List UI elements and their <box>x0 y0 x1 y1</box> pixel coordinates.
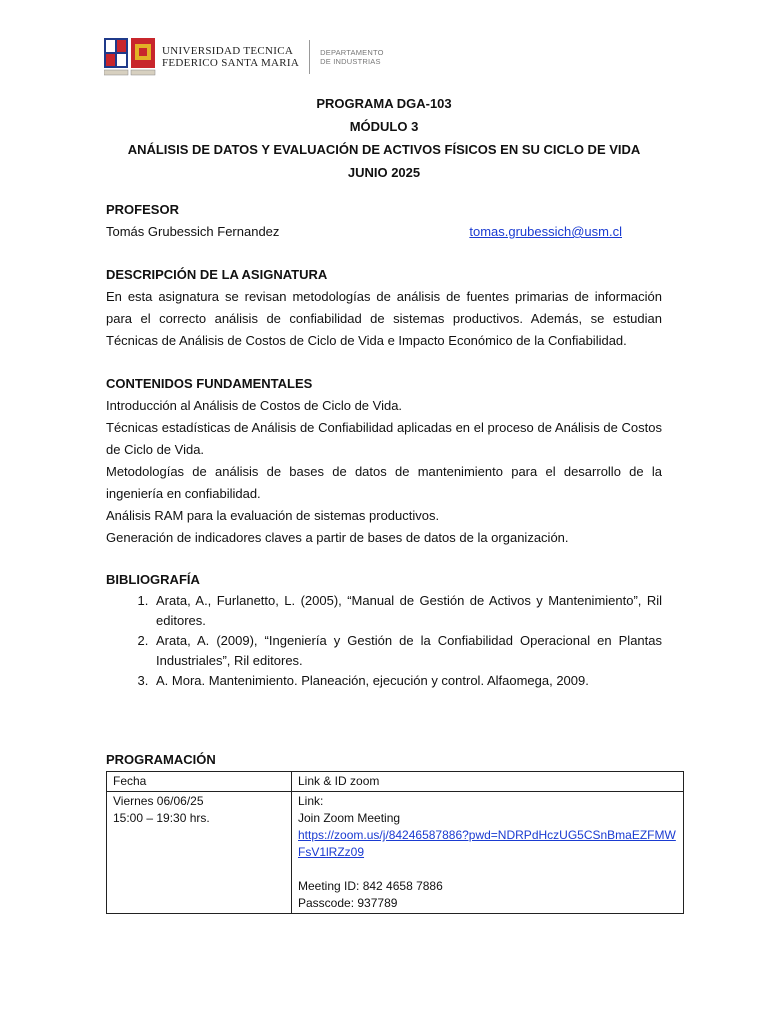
contenidos-item: Generación de indicadores claves a partir de bases de datos de la organización. <box>106 530 569 545</box>
programacion-section <box>106 749 686 914</box>
bibliografia-item: 1. Arata, A., Furlanetto, L. (2005), “Manual de Gestión de Activos y Mantenimiento”, Ril editores. <box>152 591 662 631</box>
descripcion-text: En esta asignatura se revisan metodologías de análisis de fuentes primarias de información para el correcto análisis de confiabilidad de sistemas productivos. Además, se estudian Técnicas de Análisis de Costos de Ciclo de Vida e Impacto Económico de la Confiabilidad. <box>106 289 662 348</box>
programacion-heading: PROGRAMACIÓN <box>106 752 216 767</box>
bibliografia-section <box>106 569 662 691</box>
contenidos-section <box>106 373 662 549</box>
link-cell <box>292 792 684 914</box>
join-zoom-text: Join Zoom Meeting <box>298 811 401 825</box>
fecha-cell <box>107 792 292 914</box>
logo-divider <box>309 40 310 74</box>
contenidos-item: Metodologías de análisis de bases de datos de mantenimiento para el desarrollo de la ingeniería en confiabilidad. <box>106 464 662 501</box>
university-crest-icon <box>104 38 156 76</box>
university-line-2: FEDERICO SANTA MARIA <box>162 57 300 69</box>
bibliografia-item: 3. A. Mora. Mantenimiento. Planeación, ejecución y control. Alfaomega, 2009. <box>152 671 662 691</box>
bibliografia-heading: BIBLIOGRAFÍA <box>106 572 200 587</box>
meeting-id: Meeting ID: 842 4658 7886 <box>298 879 443 893</box>
profesor-heading: PROFESOR <box>106 202 179 217</box>
bibliografia-item: 2. Arata, A. (2009), “Ingeniería y Gestión de la Confiabilidad Operacional en Plantas Industriales”, Ril editores. <box>152 631 662 671</box>
session-day: Viernes 06/06/25 <box>113 794 204 808</box>
subject-title: ANÁLISIS DE DATOS Y EVALUACIÓN DE ACTIVOS FÍSICOS EN SU CICLO DE VIDA <box>127 142 641 157</box>
university-line-1: UNIVERSIDAD TECNICA <box>162 45 294 57</box>
contenidos-item: Análisis RAM para la evaluación de sistemas productivos. <box>106 508 440 523</box>
contenidos-heading: CONTENIDOS FUNDAMENTALES <box>106 376 313 391</box>
program-code: PROGRAMA DGA-103 <box>316 96 452 111</box>
descripcion-section <box>106 264 662 352</box>
profesor-name: Tomás Grubessich Fernandez <box>106 224 280 239</box>
department-line-1: DEPARTAMENTO <box>320 48 384 57</box>
column-header-fecha: Fecha <box>107 772 292 792</box>
link-label: Link: <box>298 794 324 808</box>
profesor-email-link[interactable]: tomas.grubessich@usm.cl <box>469 224 622 239</box>
programacion-table <box>106 771 684 914</box>
university-logo <box>104 38 384 76</box>
contenidos-item: Introducción al Análisis de Costos de Ciclo de Vida. <box>106 398 403 413</box>
department-line-2: DE INDUSTRIAS <box>320 57 381 66</box>
column-header-link: Link & ID zoom <box>292 772 684 792</box>
meeting-passcode: Passcode: 937789 <box>298 896 398 910</box>
profesor-section <box>106 199 662 243</box>
university-name <box>162 45 299 69</box>
module-number: MÓDULO 3 <box>349 119 419 134</box>
department-name <box>320 48 384 66</box>
descripcion-heading: DESCRIPCIÓN DE LA ASIGNATURA <box>106 267 328 282</box>
document-date: JUNIO 2025 <box>347 165 421 180</box>
session-time: 15:00 – 19:30 hrs. <box>113 811 210 825</box>
zoom-meeting-link[interactable]: https://zoom.us/j/84246587886?pwd=NDRPdHczUG5CSnBmaEZFMWFsV1lRZz09 <box>298 828 676 859</box>
bibliografia-list <box>106 591 662 691</box>
table-header-row <box>107 772 684 792</box>
table-row <box>107 792 684 914</box>
contenidos-item: Técnicas estadísticas de Análisis de Confiabilidad aplicadas en el proceso de Análisis de Costos de Ciclo de Vida. <box>106 420 662 457</box>
document-title <box>0 92 768 184</box>
